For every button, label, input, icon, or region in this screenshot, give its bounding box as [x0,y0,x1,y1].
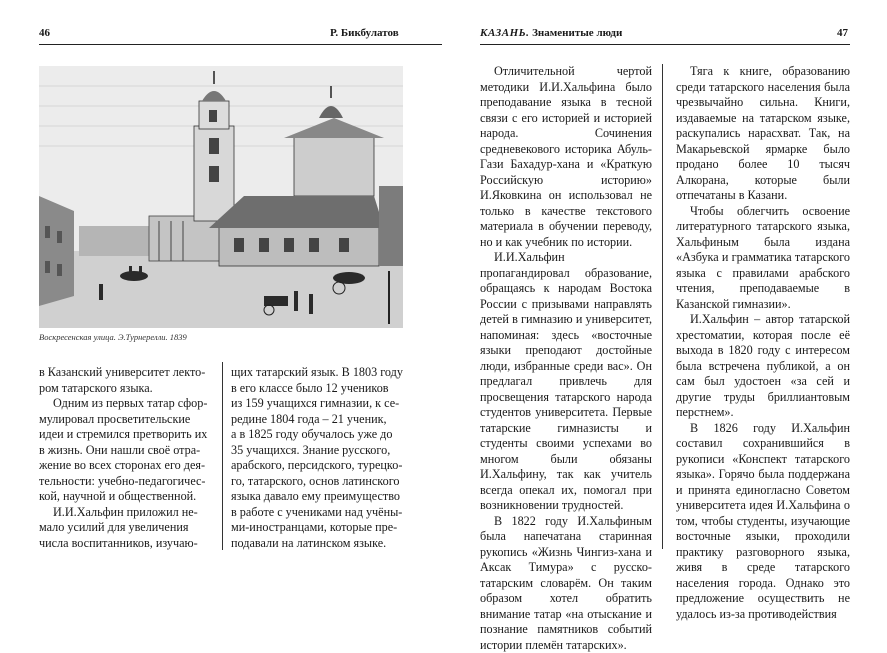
col2-line: языка давало ему преимущество [231,489,407,505]
col2-line: из 159 учащихся гимназии, к се- [231,396,407,412]
col2-line: арабского, персидского, турецко- [231,458,407,474]
col4-paragraph: Тяга к книге, образованию среди татарского населения была чрезвычайно сильна. Книги, издаваемые на татарском языке, раскупались нарасхват. Так, на Макарьевской ярмарке было продано более 10 тысяч Алкорана, которые были отпечатаны в Казани. [676,64,850,204]
col4-paragraph: В 1826 году И.Хальфин составил сохранившийся в рукописи «Конспект татарского языка». Горячо была поддержана и принята единогласно Советом университета идея И.Хальфина о том, чтобы студенты, изучающие восточные языки, проходили практику разговорного языка, живя в среде татарского населения города. Однако это предложение осуществить не удалось из-за противодействия [676,421,850,623]
col2-line: а в 1825 году обучалось уже до [231,427,407,443]
col2-line: редине 1804 года – 21 ученик, [231,412,407,428]
running-head-right [480,27,622,39]
street-engraving [39,66,403,328]
running-head-author: Р. Бикбулатов [330,27,399,39]
text-column-3 [480,64,652,653]
col2-line: щих татарский язык. В 1803 году [231,365,407,381]
col1-line: жение во всех сторонах его дея- [39,458,215,474]
col2-line: 35 учащихся. Знание русского, [231,443,407,459]
col4-paragraph: Чтобы облегчить освоение литературного татарского языка, Хальфиным была издана «Азбука и грамматика татарского языка с правилами арабского чтения, преподаваемые в Казанской гимназии». [676,204,850,313]
illustration-caption: Воскресенская улица. Э.Турнерелли. 1839 [39,332,187,342]
col1-line: кой, научной и общественной. [39,489,215,505]
col1-line: идеи и стремился претворить их [39,427,215,443]
header-rule-right [480,44,850,45]
col3-paragraph: В 1822 году И.Хальфиным была напечатана старинная рукопись «Жизнь Чингиз-хана и Аксак Тимура» с русско-татарским словарём. Он таким образом хотел обратить внимание татар «на отыскание и познание памятников событий истории племён татарских». [480,514,652,653]
page-number-right: 47 [837,27,848,39]
text-column-2 [231,365,407,551]
col1-line: в жизнь. Они нашли своё отра- [39,443,215,459]
col2-line: в его классе было 12 учеников [231,381,407,397]
text-column-1 [39,365,215,551]
col2-line: го, татарского, основ латинского [231,474,407,490]
col4-paragraph: И.Хальфин – автор татарской хрестоматии, которая после её выхода в 1820 году с интересом была встречена публикой, а он сам был удостоен «за сей и другие труды бриллиантовым перстнем». [676,312,850,421]
header-rule-left [39,44,442,45]
column-divider-left [222,362,223,550]
column-divider-right [662,64,663,549]
col1-line: мало усилий для увеличения [39,520,215,536]
text-column-4 [676,64,850,622]
col1-line: мулировал просветительские [39,412,215,428]
col2-line: в работе с учениками над учёны- [231,505,407,521]
col3-paragraph: Отличительной чертой методики И.И.Хальфина было преподавание языка в тесной связи с его историей и историей народа. Сочинения средневекового историка Абуль-Гази Бахадур-хана и «Краткую Российскую историю» И.Яковкина он использовал не только в качестве текстового материала в обучении переводу, но и как учебник по истории. [480,64,652,250]
col2-line: подавали на латинском языке. [231,536,407,552]
col1-line: И.И.Хальфин приложил не- [39,505,215,521]
running-head-brand: КАЗАНЬ. [480,27,529,39]
col2-line: ми-иностранцами, которые пре- [231,520,407,536]
col3-paragraph: И.И.Хальфин пропагандировал образование, обращаясь к народам Востока России с призывами направлять детей в гимназию и университет, напоминая: здесь «восточные языки преподают достойные люди, избранные среди вас». Он предлагал привлечь для просвещения татарского народа студентов университета. Первые татарские гимназисты и студенты своими успехами во многом были обязаны И.Хальфину, так как учитель всегда опекал их, помогал при возникновении трудностей. [480,250,652,514]
col1-line: Одним из первых татар сфор- [39,396,215,412]
col1-line: тельности: учебно-педагогичес- [39,474,215,490]
col1-line: в Казанский университет лекто- [39,365,215,381]
running-head-title: Знаменитые люди [532,27,622,39]
page-number-left: 46 [39,27,50,39]
col1-line: числа воспитанников, изучаю- [39,536,215,552]
col1-line: ром татарского языка. [39,381,215,397]
